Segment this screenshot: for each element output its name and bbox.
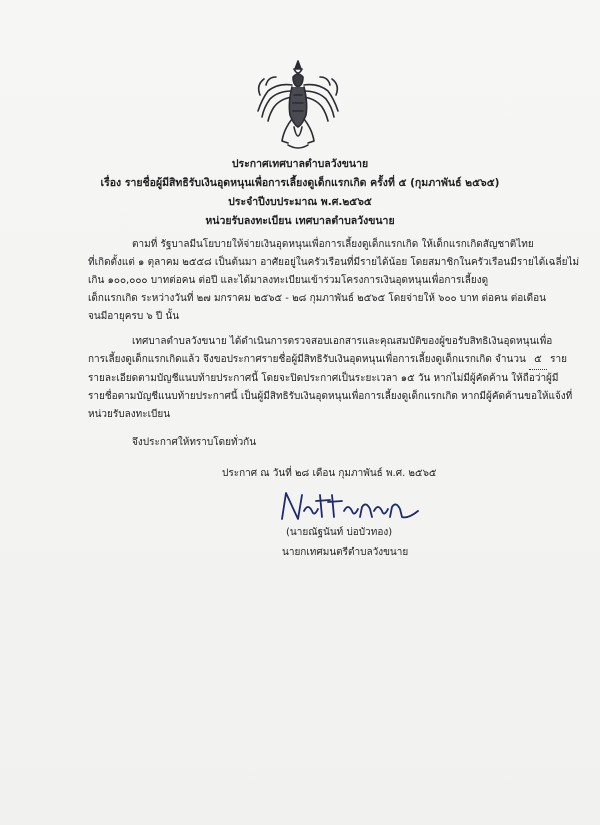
closing-paragraph	[88, 434, 528, 452]
fiscal-year: ประจำปีงบประมาณ พ.ศ.๒๕๖๕	[228, 196, 372, 208]
announcement-title: ประกาศเทศบาลตำบลวังขนาย	[231, 158, 369, 170]
paragraph-2	[88, 333, 573, 424]
signer-position: นายกเทศมนตรีตำบลวังขนาย	[282, 547, 409, 558]
text-segment: การเลี้ยงดูเด็กแรกเกิดแล้ว จึงขอประกาศรายชื่อผู้มีสิทธิรับเงินอุดหนุนเพื่อการเลี้ยงดูเด็กแรกเกิด จำนวน	[88, 354, 526, 365]
text-line	[88, 351, 568, 370]
text-line: ตามที่ รัฐบาลมีนโยบายให้จ่ายเงินอุดหนุนเพื่อการเลี้ยงดูเด็กแรกเกิด ให้เด็กแรกเกิดสัญชาติไทย	[132, 239, 534, 250]
closing-text: จึงประกาศให้ทราบโดยทั่วกัน	[132, 437, 257, 448]
text-line: หน่วยรับลงทะเบียน	[88, 409, 171, 420]
garuda-emblem-icon	[248, 55, 348, 155]
text-line: เด็กแรกเกิด ระหว่างวันที่ ๒๗ มกราคม ๒๕๖๕ - ๒๘ กุมภาพันธ์ ๒๕๖๕ โดยจ่ายให้ ๖๐๐ บาท ต่อคน ต่อเดือน	[88, 293, 547, 304]
signer-name: (นายณัฐนันท์ บ่อบัวทอง)	[286, 527, 393, 538]
text-line: รายละเอียดตามบัญชีแนบท้ายประกาศนี้ โดยจะปิดประกาศเป็นระยะเวลา ๑๕ วัน หากไม่มีผู้คัดค้าน ให้ถือว่าผู้มี	[88, 373, 559, 384]
paragraph-1	[88, 236, 580, 326]
registration-unit: หน่วยรับลงทะเบียน เทศบาลตำบลวังขนาย	[205, 215, 395, 227]
text-line: เทศบาลตำบลวังขนาย ได้ดำเนินการตรวจสอบเอกสารและคุณสมบัติของผู้ขอรับสิทธิเงินอุดหนุนเพื่อ	[132, 336, 553, 347]
text-line: ที่เกิดตั้งแต่ ๑ ตุลาคม ๒๕๕๘ เป็นต้นมา อาศัยอยู่ในครัวเรือนที่มีรายได้น้อย โดยสมาชิกในครัวเรือนมีรายได้เฉลี่ยไม่	[88, 257, 580, 268]
text-line: เกิน ๑๐๐,๐๐๐ บาทต่อคน ต่อปี และได้มาลงทะเบียนเข้าร่วมโครงการเงินอุดหนุนเพื่อการเลี้ยงดู	[88, 275, 489, 286]
announcement-subject: เรื่อง รายชื่อผู้มีสิทธิรับเงินอุดหนุนเพื่อการเลี้ยงดูเด็กแรกเกิด ครั้งที่ ๕ (กุมภาพันธ์ ๒๕๖๕)	[100, 177, 500, 189]
recipient-count: ๕	[529, 351, 547, 370]
announcement-date: ประกาศ ณ วันที่ ๒๘ เดือน กุมภาพันธ์ พ.ศ. ๒๕๖๕	[222, 468, 437, 479]
handwritten-signature	[268, 485, 438, 525]
text-line: รายชื่อตามบัญชีแนบท้ายประกาศนี้ เป็นผู้มีสิทธิรับเงินอุดหนุนเพื่อการเลี้ยงดูเด็กแรกเกิด หากมีผู้คัดค้านขอให้แจ้งที่	[88, 391, 573, 402]
text-segment: ราย	[550, 354, 568, 365]
text-line: จนมีอายุครบ ๖ ปี นั้น	[88, 311, 180, 322]
